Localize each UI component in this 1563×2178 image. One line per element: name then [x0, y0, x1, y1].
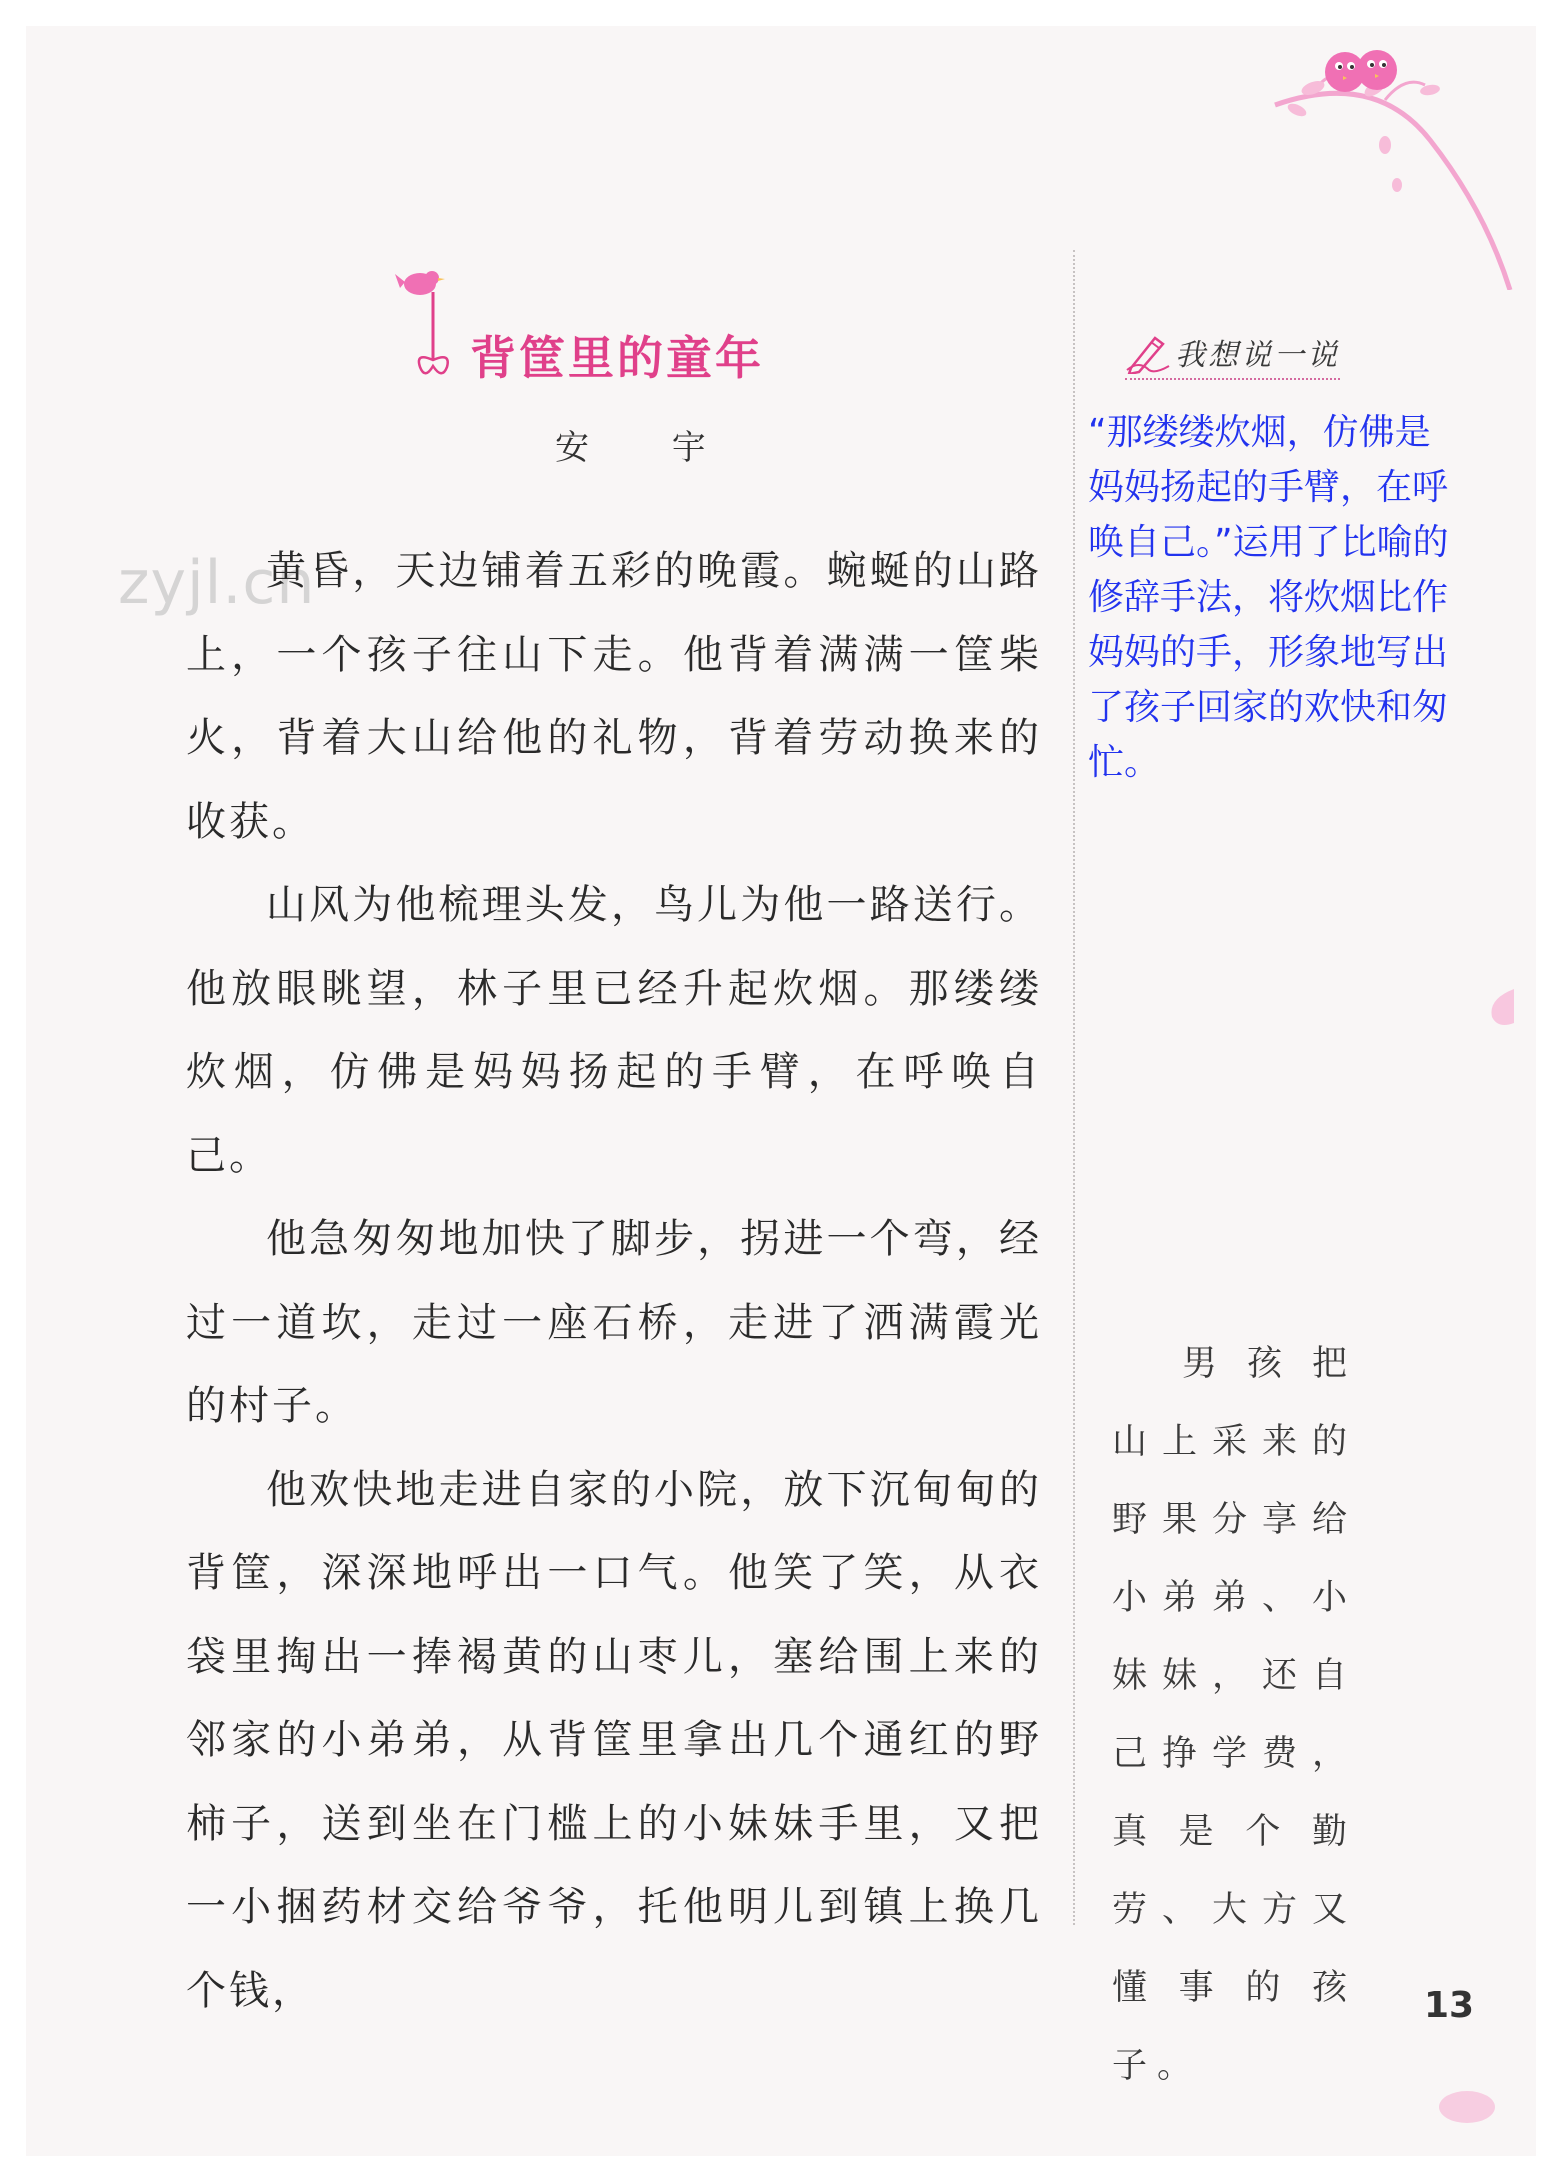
side-comment: 男孩把山上采来的野果分享给小弟弟、小妹妹，还自己挣学费，真是个勤劳、大方又懂事的孩子。: [1112, 1344, 1357, 2086]
paragraph: 他欢快地走进自家的小院，放下沉甸甸的背筐，深深地呼出一口气。他笑了笑，从衣袋里掏出一捧褐黄的山枣儿，塞给围上来的邻家的小弟弟，从背筐里拿出几个通红的野柿子，送到坐在门槛上的小妹妹手里，又把一小捆药材交给爷爷，托他明儿到镇上换几个钱，: [186, 1466, 1042, 2014]
pencil-icon: [1125, 330, 1171, 374]
bird-on-ribbon-icon: [390, 262, 460, 382]
column-divider: [1073, 250, 1075, 1925]
article-body: [186, 530, 1042, 2033]
article-author: 安 宇: [555, 428, 742, 468]
sidebar-heading-label: 我想说一说: [1175, 338, 1340, 373]
annotation-text: “那缕缕炊烟，仿佛是妈妈扬起的手臂，在呼唤自己。”运用了比喻的修辞手法，将炊烟比作妈妈的手，形象地写出了孩子回家的欢快和匆忙。: [1088, 412, 1449, 783]
petal-icon: [1435, 2085, 1499, 2129]
paragraph: 山风为他梳理头发，鸟儿为他一路送行。他放眼眺望，林子里已经升起炊烟。那缕缕炊烟，仿佛是妈妈扬起的手臂，在呼唤自己。: [186, 882, 1042, 1179]
article-title: 背筐里的童年: [470, 331, 764, 385]
page-number: 13: [1424, 1985, 1475, 2026]
petal-icon: [1484, 985, 1518, 1029]
branch-with-birds-icon: [1255, 30, 1535, 290]
paragraph: 他急匆匆地加快了脚步，拐进一个弯，经过一道坎，走过一座石桥，走进了洒满霞光的村子。: [186, 1216, 1042, 1429]
sidebar-heading: [1125, 330, 1340, 380]
paragraph: 黄昏，天边铺着五彩的晚霞。蜿蜒的山路上，一个孩子往山下走。他背着满满一筐柴火，背着大山给他的礼物，背着劳动换来的收获。: [186, 548, 1042, 845]
watermark: zyjl.cn: [118, 548, 316, 618]
